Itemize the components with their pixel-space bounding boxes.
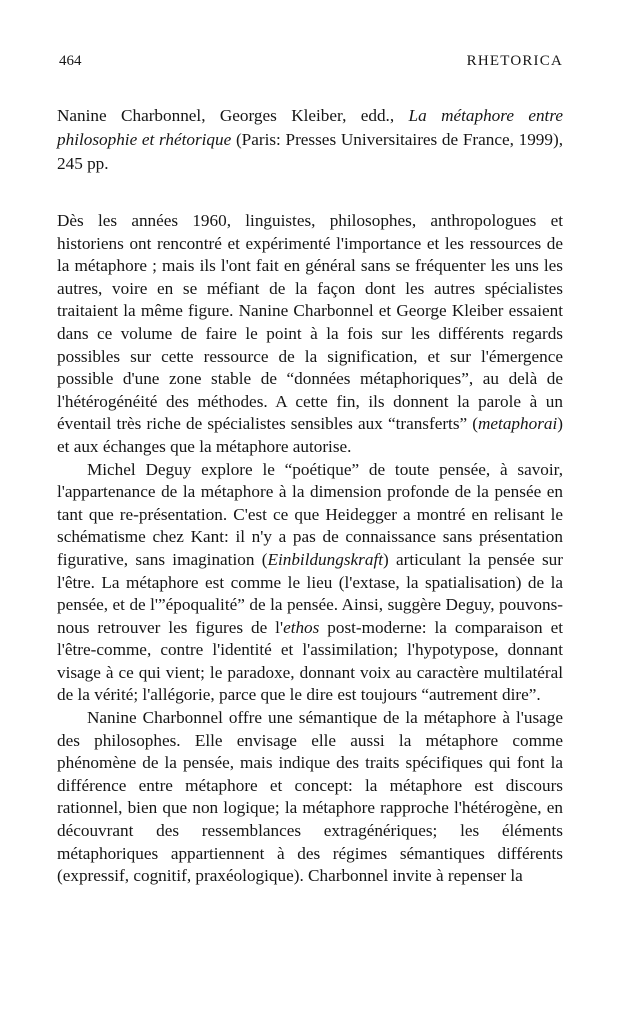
citation-title: La métaphore entre philosophie et rhétorique bbox=[57, 106, 564, 149]
page-header bbox=[57, 53, 563, 75]
italic-term: Einbildungskraft bbox=[267, 549, 383, 569]
review-text: Michel Deguy explore le “poétique” de toute pensée, à savoir, l'appartenance de la métaphore à la dimension profonde de la pensée en tant que re-présentation. C'est ce que Heidegger a montré en relisant le schématisme chez Kant: il n'y a pas de connaissance sans présentation figurative, sans imagination ( bbox=[57, 459, 563, 569]
review-paragraph-1 bbox=[57, 210, 563, 459]
review-text: ) articulant la pensée sur l'être. La métaphore est comme le lieu (l'extase, la spatialisation) de la pensée, et de l'”époqualité” de la pensée. Ainsi, suggère Deguy, pouvons-nous retrouver les figures de l' bbox=[57, 549, 563, 637]
citation-publication: (Paris: Presses Universitaires de France, 1999), 245 pp. bbox=[57, 130, 563, 173]
review-text: Dès les années 1960, linguistes, philosophes, anthropologues et historiens ont rencontré et expérimenté l'importance et les ressources de la métaphore ; mais ils l'ont fait en général sans se fréquenter les uns les autres, voire en se méfiant de la façon dont les autres spécialistes traitaient la même figure. Nanine Charbonnel et George Kleiber essaient dans ce volume de faire le point à la fois sur les différents regards possibles sur cette ressource de la signification, et sur l'émergence possible d'une zone stable de “données métaphoriques”, au delà de l'hétérogénéité des méthodes. A cette fin, ils donnent la parole à un éventail très riche de spécialistes sensibles aux “transferts” ( bbox=[57, 211, 563, 434]
review-paragraph-3: Nanine Charbonnel offre une sémantique de la métaphore à l'usage des philosophes. Elle envisage elle aussi la métaphore comme phénomène de la pensée, mais indique des traits spécifiques qui font la différence entre métaphore et concept: la métaphore est discours rationnel, bien que non logique; la métaphore rapproche l'hétérogène, en découvrant des ressemblances extragénériques; les éléments métaphoriques appartiennent à des régimes sémantiques différents (expressif, cognitif, praxéologique). Charbonnel invite à repenser la bbox=[57, 708, 563, 886]
review-text: post-moderne: la comparaison et l'être-comme, contre l'identité et l'assimilation; l'hypotypose, donnant visage à ce qui vient; le paradoxe, donnant voix au caractère multilatéral de la vérité; l'allégorie, parce que le dire est toujours “autrement dire”. bbox=[57, 617, 563, 705]
citation-authors: Nanine Charbonnel, Georges Kleiber, edd., bbox=[57, 106, 395, 125]
italic-term: ethos bbox=[283, 617, 320, 637]
review-body bbox=[57, 210, 563, 888]
book-citation bbox=[57, 104, 563, 176]
running-head: RHETORICA bbox=[466, 53, 563, 69]
review-text: ) et aux échanges que la métaphore autorise. bbox=[57, 414, 563, 456]
review-paragraph-2 bbox=[57, 459, 563, 708]
page-number: 464 bbox=[59, 53, 82, 69]
italic-term: metaphorai bbox=[478, 414, 558, 434]
